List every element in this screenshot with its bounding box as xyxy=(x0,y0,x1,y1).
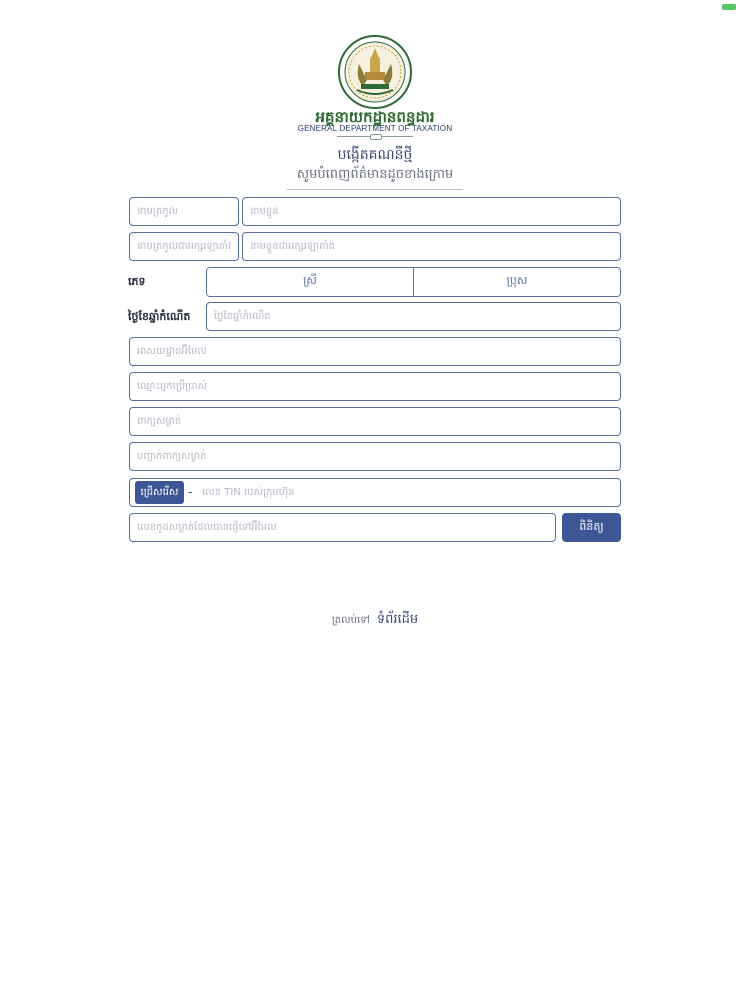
last-name-input[interactable] xyxy=(130,198,238,225)
page-subtitle: សូមបំពេញព័ត៌មានដូចខាងក្រោម xyxy=(296,167,454,182)
back-to-home xyxy=(0,611,750,630)
gender-female-button[interactable]: ស្រី xyxy=(207,268,413,296)
tin-input-wrap[interactable] xyxy=(198,479,618,505)
password-input[interactable] xyxy=(130,408,620,435)
confirm-password-field[interactable] xyxy=(129,442,621,471)
first-name-latin-field[interactable] xyxy=(242,232,621,261)
first-name-input[interactable] xyxy=(243,198,620,225)
dob-input[interactable] xyxy=(207,303,620,330)
last-name-latin-field[interactable] xyxy=(129,232,239,261)
battery-indicator xyxy=(722,4,736,10)
username-field[interactable] xyxy=(129,372,621,401)
tin-select-button[interactable]: ជ្រើសរើស xyxy=(135,481,184,504)
back-prefix-text: ត្រលប់ទៅ xyxy=(331,615,370,626)
tin-separator: - xyxy=(188,485,193,499)
username-input[interactable] xyxy=(130,373,620,400)
email-input[interactable] xyxy=(130,338,620,365)
org-name-khmer: អគ្គនាយកដ្ឋានពន្ធដារ xyxy=(315,108,435,126)
home-link[interactable]: ទំព័រដើម xyxy=(376,612,419,627)
tin-input[interactable] xyxy=(198,479,626,505)
gender-male-button[interactable]: ប្រុស xyxy=(413,268,620,296)
gender-label: ភេទ xyxy=(128,275,146,288)
logo-divider xyxy=(337,136,413,137)
last-name-latin-input[interactable] xyxy=(130,233,238,260)
page-title: បង្កើតគណនីថ្មី xyxy=(337,147,413,163)
verify-button[interactable]: ពិនិត្យ xyxy=(562,513,621,542)
password-field[interactable] xyxy=(129,407,621,436)
dob-field[interactable] xyxy=(206,302,621,331)
dob-label: ថ្ងៃខែឆ្នាំកំណើត xyxy=(128,310,191,323)
org-name-english: GENERAL DEPARTMENT OF TAXATION xyxy=(297,124,453,133)
logo xyxy=(0,34,750,110)
confirm-password-input[interactable] xyxy=(130,443,620,470)
tax-department-seal-icon xyxy=(337,34,413,110)
email-field[interactable] xyxy=(129,337,621,366)
verify-code-input[interactable] xyxy=(130,514,555,541)
first-name-latin-input[interactable] xyxy=(243,233,620,260)
verify-code-field[interactable] xyxy=(129,513,556,542)
last-name-field[interactable] xyxy=(129,197,239,226)
gender-selector xyxy=(206,267,621,297)
subtitle-divider xyxy=(287,189,463,190)
first-name-field[interactable] xyxy=(242,197,621,226)
